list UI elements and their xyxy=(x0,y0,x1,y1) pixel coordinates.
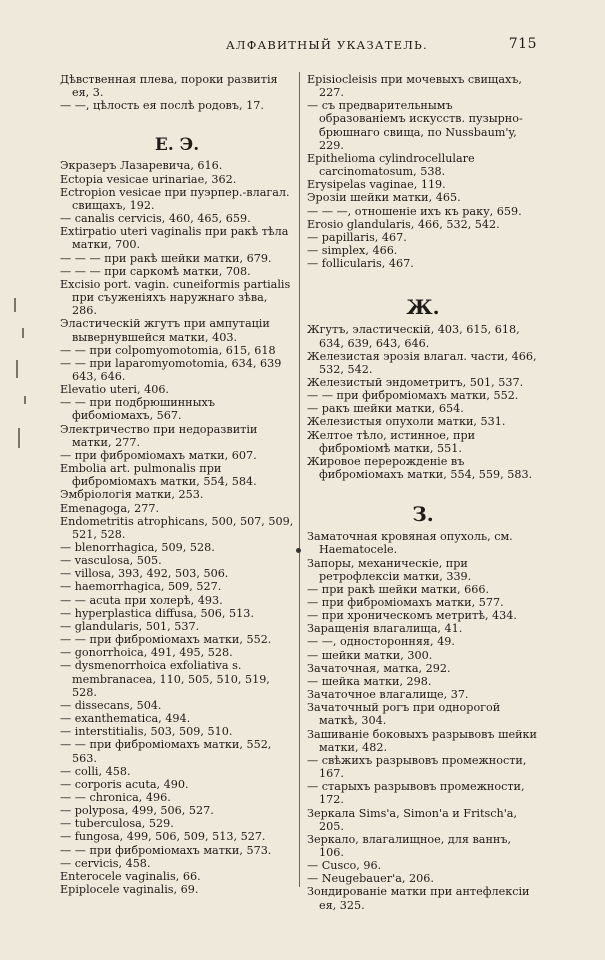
index-entry: — papillaris, 467. xyxy=(307,230,407,244)
index-entry: — —, цѣлость ея послѣ родовъ, 17. xyxy=(60,99,264,113)
index-entry: — — при laparomyomotomia, 634, 639 643, 646. xyxy=(60,356,282,383)
index-entry: Запоры, механическіе, при ретрофлексіи матки, 339. xyxy=(307,556,472,583)
index-entry: Endometritis atrophicans, 500, 507, 509, 521, 528. xyxy=(60,514,294,541)
index-entry: — — при colpomyomotomia, 615, 618 xyxy=(60,343,276,357)
index-entry: Extirpatio uteri vaginalis при ракѣ тѣла матки, 700. xyxy=(60,225,289,252)
index-entry: — — при фиброміомахъ матки, 552. xyxy=(60,633,272,647)
index-entry: — interstitialis, 503, 509, 510. xyxy=(60,725,233,739)
index-entry: — haemorrhagica, 509, 527. xyxy=(60,580,222,594)
index-entry: — polyposa, 499, 506, 527. xyxy=(60,804,214,818)
index-entry: — villosa, 393, 492, 503, 506. xyxy=(60,567,229,581)
index-entry: — tuberculosa, 529. xyxy=(60,817,174,831)
index-entry: Зачаточный рогъ при однорогой маткѣ, 304. xyxy=(307,701,501,728)
index-entry: Жировое перерожденіе въ фиброміомахъ матки, 554, 559, 583. xyxy=(307,454,533,482)
index-entry: — — —, отношеніе ихъ къ раку, 659. xyxy=(307,204,522,218)
index-entry: — — — при ракѣ шейки матки, 679. xyxy=(60,251,272,265)
section-d-continued xyxy=(60,73,294,112)
section-e-continued xyxy=(307,73,539,270)
index-entry: — follicularis, 467. xyxy=(307,257,414,271)
index-entry: Заращенія влагалища, 41. xyxy=(307,622,463,636)
page-number: 715 xyxy=(508,36,537,52)
index-entry: — — при фиброміомахъ матки, 573. xyxy=(60,843,272,857)
index-entry: — dissecans, 504. xyxy=(60,698,162,712)
index-entry: Epithelioma cylindrocellulare carcinomatosum, 538. xyxy=(307,151,475,179)
index-entry: — corporis acuta, 490. xyxy=(60,777,189,791)
index-entry: Эрозіи шейки матки, 465. xyxy=(307,191,461,205)
index-entry: Заматочная кровяная опухоль, см. Haematocele. xyxy=(307,530,513,557)
left-column xyxy=(60,73,294,896)
index-entry: Железистая эрозія влагал. части, 466, 532, 542. xyxy=(307,349,537,376)
ink-blot xyxy=(296,548,301,553)
index-entry: Emenagoga, 277. xyxy=(60,501,160,515)
index-entry: Erosio glandularis, 466, 532, 542. xyxy=(307,217,500,231)
index-entry: — cervicis, 458. xyxy=(60,856,151,870)
index-entry: Зачаточное влагалище, 37. xyxy=(307,688,469,702)
index-entry: Зачаточная, матка, 292. xyxy=(307,661,451,675)
index-entry: — glandularis, 501, 537. xyxy=(60,619,200,633)
index-entry: — hyperplastica diffusa, 506, 513. xyxy=(60,606,254,620)
index-entry: — съ предварительнымъ образованіемъ искусств. пузырно-брюшнаго свища, по Nussbaum'y, 229. xyxy=(307,99,523,152)
index-entry: — свѣжихъ разрывовъ промежности, 167. xyxy=(307,753,527,781)
index-entry: Желтое тѣло, истинное, при фиброміомѣ матки, 551. xyxy=(307,428,476,455)
right-column xyxy=(307,73,539,912)
index-entry: Elevatio uteri, 406. xyxy=(60,383,169,397)
index-entry: Эластическій жгутъ при ампутаціи вывернувшейся матки, 403. xyxy=(60,317,270,344)
column-divider xyxy=(299,72,300,887)
index-entry: Excisio port. vagin. cuneiformis partialis при съуженіяхъ наружнаго зѣва, 286. xyxy=(60,277,291,318)
index-entry: — vasculosa, 505. xyxy=(60,554,162,568)
section-zh xyxy=(307,323,539,481)
index-entry: — шейки матки, 300. xyxy=(307,648,433,662)
index-entry: Episiocleisis при мочевыхъ свищахъ, 227. xyxy=(307,73,522,100)
index-entry: Жгутъ, эластическій, 403, 615, 618, 634, 639, 643, 646. xyxy=(307,323,520,350)
index-entry: — gonorrhoica, 491, 495, 528. xyxy=(60,646,233,660)
index-entry: — Neugebauer'a, 206. xyxy=(307,872,434,886)
index-entry: — шейка матки, 298. xyxy=(307,674,432,688)
index-entry: — — acuta при холерѣ, 493. xyxy=(60,593,223,607)
index-entry: — — chronica, 496. xyxy=(60,790,171,804)
index-entry: Дѣвственная плева, пороки развитія ея, 3. xyxy=(60,73,278,100)
section-letter-z: З. xyxy=(412,502,434,527)
index-entry: — colli, 458. xyxy=(60,764,131,778)
index-entry: Железистыя опухоли матки, 531. xyxy=(307,415,506,429)
index-entry: — dysmenorrhoica exfoliativa s. membranacea, 110, 505, 510, 519, 528. xyxy=(60,659,270,699)
index-entry: Embolia art. pulmonalis при фиброміомахъ матки, 554, 584. xyxy=(60,462,257,489)
index-entry: — ракъ шейки матки, 654. xyxy=(307,402,464,416)
index-entry: — fungosa, 499, 506, 509, 513, 527. xyxy=(60,830,266,844)
index-entry: Зеркало, влагалищное, для ваннъ, 106. xyxy=(307,832,512,859)
header-title: АЛФАВИТНЫЙ УКАЗАТЕЛЬ. xyxy=(226,38,428,52)
index-entry: Электричество при недоразвитіи матки, 277. xyxy=(60,422,258,449)
index-entry: Ectropion vesicae при пуэрпер.-влагал. свищахъ, 192. xyxy=(60,185,290,212)
section-z xyxy=(307,530,539,912)
index-entry: — при ракѣ шейки матки, 666. xyxy=(307,582,490,596)
section-letter-e: Е. Э. xyxy=(154,135,200,156)
index-entry: — — — при саркомѣ матки, 708. xyxy=(60,264,251,278)
index-entry: — — при фиброміомахъ матки, 552, 563. xyxy=(60,738,272,765)
index-entry: Зондированіе матки при антефлексіи ея, 325. xyxy=(307,885,530,912)
section-e xyxy=(60,159,294,896)
index-entry: — —, односторонняя, 49. xyxy=(307,635,455,649)
section-letter-zh: Ж. xyxy=(406,295,440,320)
index-entry: Экразеръ Лазаревича, 616. xyxy=(60,159,223,173)
index-entry: — при хроническомъ метритѣ, 434. xyxy=(307,609,517,623)
index-entry: — при фиброміомахъ матки, 577. xyxy=(307,596,504,609)
index-entry: — simplex, 466. xyxy=(307,244,398,258)
index-entry: — старыхъ разрывовъ промежности, 172. xyxy=(307,780,525,807)
index-entry: — exanthematica, 494. xyxy=(60,712,191,726)
index-entry: Erysipelas vaginae, 119. xyxy=(307,178,446,192)
margin-pencil-marks xyxy=(10,298,34,458)
index-entry: — — при подбрюшинныхъ фибоміомахъ, 567. xyxy=(60,396,215,423)
index-entry: Ectopia vesicae urinariae, 362. xyxy=(60,172,237,186)
running-header xyxy=(226,38,537,52)
index-entry: Enterocele vaginalis, 66. xyxy=(60,869,201,883)
index-entry: Эмбріологія матки, 253. xyxy=(60,488,204,502)
index-entry: — canalis cervicis, 460, 465, 659. xyxy=(60,212,251,226)
index-entry: — — при фиброміомахъ матки, 552. xyxy=(307,389,519,403)
index-entry: Epiplocele vaginalis, 69. xyxy=(60,883,199,897)
index-entry: — Cusco, 96. xyxy=(307,859,382,873)
index-entry: Зашиваніе боковыхъ разрывовъ шейки матки, 482. xyxy=(307,727,537,754)
index-entry: Зеркала Sims'a, Simon'a и Fritsch'a, 205. xyxy=(307,806,518,833)
index-entry: — при фиброміомахъ матки, 607. xyxy=(60,448,257,462)
index-entry: — blenorrhagica, 509, 528. xyxy=(60,541,215,554)
index-entry: Железистый эндометритъ, 501, 537. xyxy=(307,375,524,389)
